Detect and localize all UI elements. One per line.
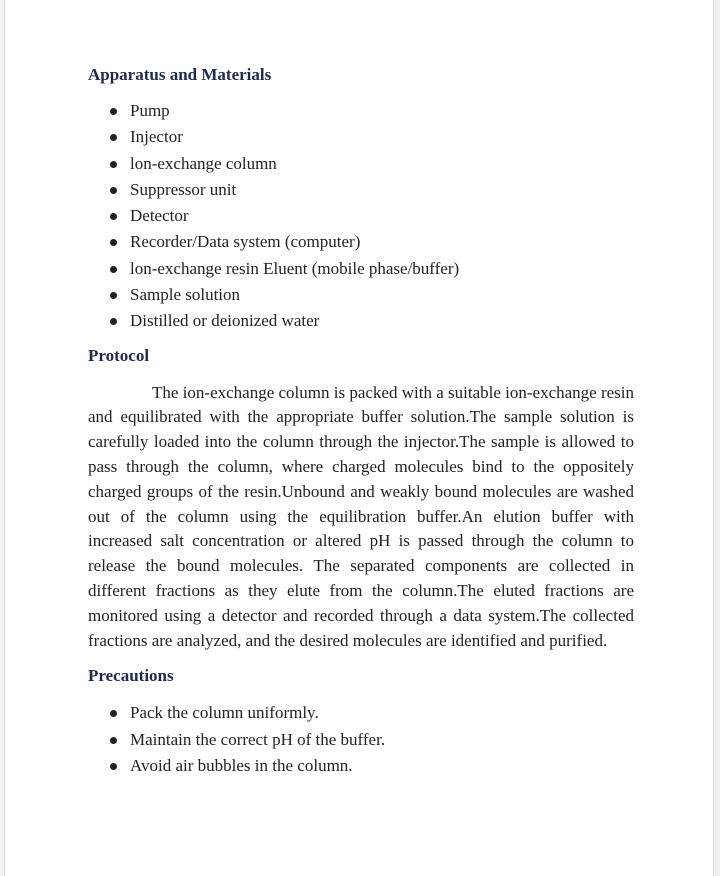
materials-list bbox=[88, 98, 634, 335]
bullet-icon bbox=[110, 710, 117, 717]
list-item bbox=[88, 177, 634, 203]
section-heading-apparatus: Apparatus and Materials bbox=[88, 65, 272, 84]
list-item-text: Sample solution bbox=[130, 285, 241, 305]
bullet-icon bbox=[110, 187, 117, 194]
list-item-text: Suppressor unit bbox=[130, 179, 237, 199]
list-item bbox=[88, 203, 634, 229]
bullet-icon bbox=[110, 213, 117, 220]
list-item bbox=[88, 753, 634, 779]
list-item bbox=[88, 308, 634, 334]
bullet-icon bbox=[110, 161, 117, 168]
document-page bbox=[4, 0, 714, 876]
precautions-list bbox=[88, 700, 634, 779]
section-heading-protocol: Protocol bbox=[88, 345, 150, 365]
list-item-text: Injector bbox=[130, 127, 183, 147]
list-item-text: Avoid air bubbles in the column. bbox=[130, 756, 353, 776]
list-item-text: Distilled or deionized water bbox=[130, 311, 320, 331]
list-item bbox=[88, 700, 634, 726]
list-item bbox=[88, 229, 634, 255]
list-item bbox=[88, 256, 634, 282]
bullet-icon bbox=[110, 134, 117, 141]
list-item-text: Maintain the correct pH of the buffer. bbox=[130, 729, 386, 749]
bullet-icon bbox=[110, 266, 117, 273]
list-item-text: Pump bbox=[130, 101, 170, 120]
list-item-text: Detector bbox=[130, 206, 189, 226]
section-heading-precautions: Precautions bbox=[88, 666, 174, 686]
document-content bbox=[88, 62, 634, 779]
bullet-icon bbox=[110, 108, 117, 115]
bullet-icon bbox=[110, 239, 117, 246]
list-item bbox=[88, 282, 634, 308]
bullet-icon bbox=[110, 318, 117, 325]
bullet-icon bbox=[110, 763, 117, 770]
list-item-text: Pack the column uniformly. bbox=[130, 703, 319, 723]
list-item bbox=[88, 151, 634, 177]
list-item bbox=[88, 98, 634, 124]
bullet-icon bbox=[110, 737, 117, 744]
list-item-text: Recorder/Data system (computer) bbox=[130, 232, 361, 252]
list-item-text: lon-exchange column bbox=[130, 153, 277, 173]
list-item bbox=[88, 124, 634, 150]
list-item-text: lon-exchange resin Eluent (mobile phase/buffer) bbox=[130, 258, 460, 278]
bullet-icon bbox=[110, 292, 117, 299]
protocol-paragraph: The ion-exchange column is packed with a suitable ion-exchange resin and equilibrated with the appropriate buffer solution.The sample solution is carefully loaded into the column through the injector.The sample is allowed to pass through the column, where charged molecules bind to the oppositely charged groups of the resin.Unbound and weakly bound molecules are washed out of the column using the equilibration buffer.An elution buffer with increased salt concentration or altered pH is passed through the column to release the bound molecules. The separated components are collected in different fractions as they elute from the column.The eluted fractions are monitored using a detector and recorded through a data system.The collected fractions are analyzed, and the desired molecules are identified and purified. bbox=[88, 382, 634, 650]
list-item bbox=[88, 727, 634, 753]
